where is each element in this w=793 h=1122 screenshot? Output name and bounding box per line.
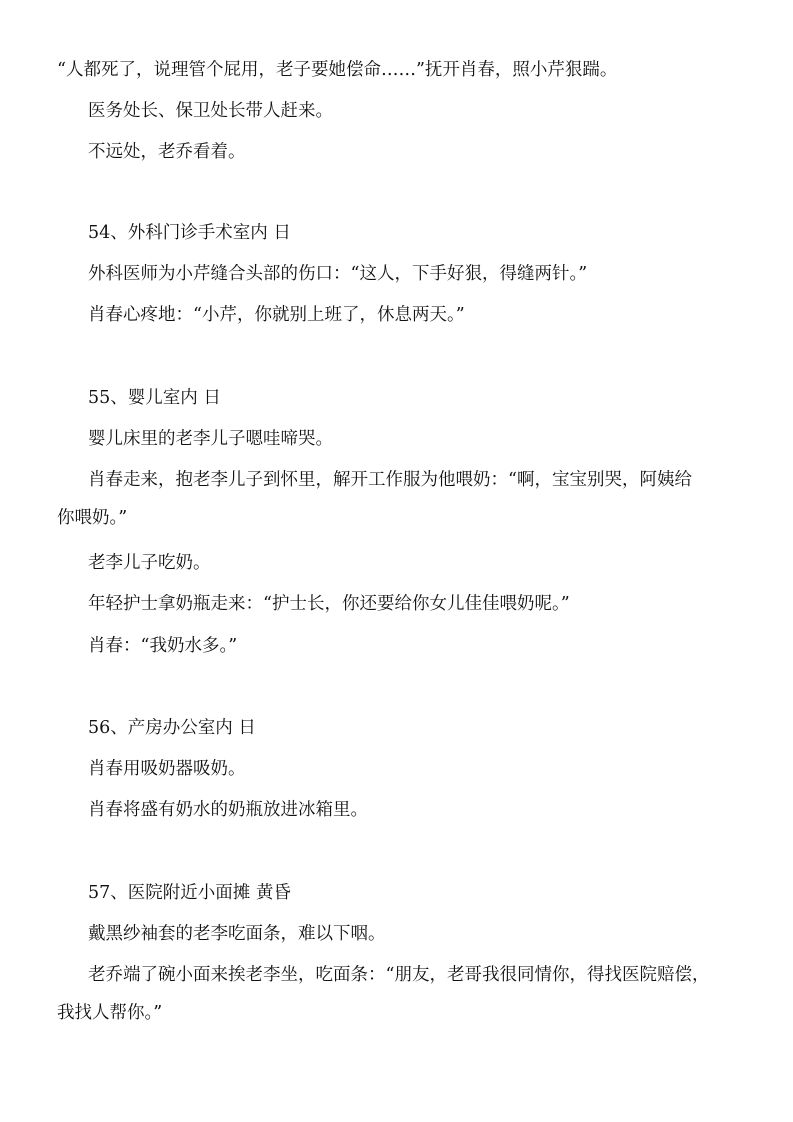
paragraph-line: 肖春将盛有奶水的奶瓶放进冰箱里。 — [88, 800, 368, 820]
paragraph-line: 你喂奶。” — [57, 508, 128, 528]
paragraph-line: 肖春走来，抱老李儿子到怀里，解开工作服为他喂奶：“啊，宝宝别哭，阿姨给 — [88, 470, 692, 490]
paragraph-line: 老李儿子吃奶。 — [88, 553, 211, 573]
paragraph-line: 医务处长、保卫处长带人赶来。 — [88, 101, 333, 121]
paragraph-line: 年轻护士拿奶瓶走来：“护士长，你还要给你女儿佳佳喂奶呢。” — [88, 594, 570, 614]
scene-heading: 57、医院附近小面摊 黄昏 — [88, 883, 291, 903]
paragraph-line: 肖春：“我奶水多。” — [88, 636, 238, 656]
paragraph-line: 戴黑纱袖套的老李吃面条，难以下咽。 — [88, 924, 386, 944]
paragraph-line: 我找人帮你。” — [57, 1003, 163, 1023]
paragraph-line: 婴儿床里的老李儿子嗯哇啼哭。 — [88, 429, 333, 449]
paragraph-line: “人都死了，说理管个屁用，老子要她偿命……”抚开肖春，照小芹狠踹。 — [57, 60, 618, 80]
paragraph-line: 肖春用吸奶器吸奶。 — [88, 759, 246, 779]
scene-heading: 56、产房办公室内 日 — [88, 718, 256, 738]
paragraph-line: 老乔端了碗小面来挨老李坐，吃面条：“朋友，老哥我很同情你，得找医院赔偿， — [88, 965, 710, 985]
paragraph-line: 外科医师为小芹缝合头部的伤口：“这人，下手好狠，得缝两针。” — [88, 264, 588, 284]
paragraph-line: 不远处，老乔看着。 — [88, 142, 246, 162]
scene-heading: 55、婴儿室内 日 — [88, 388, 221, 408]
scene-heading: 54、外科门诊手术室内 日 — [88, 223, 291, 243]
paragraph-line: 肖春心疼地：“小芹，你就别上班了，休息两天。” — [88, 305, 465, 325]
